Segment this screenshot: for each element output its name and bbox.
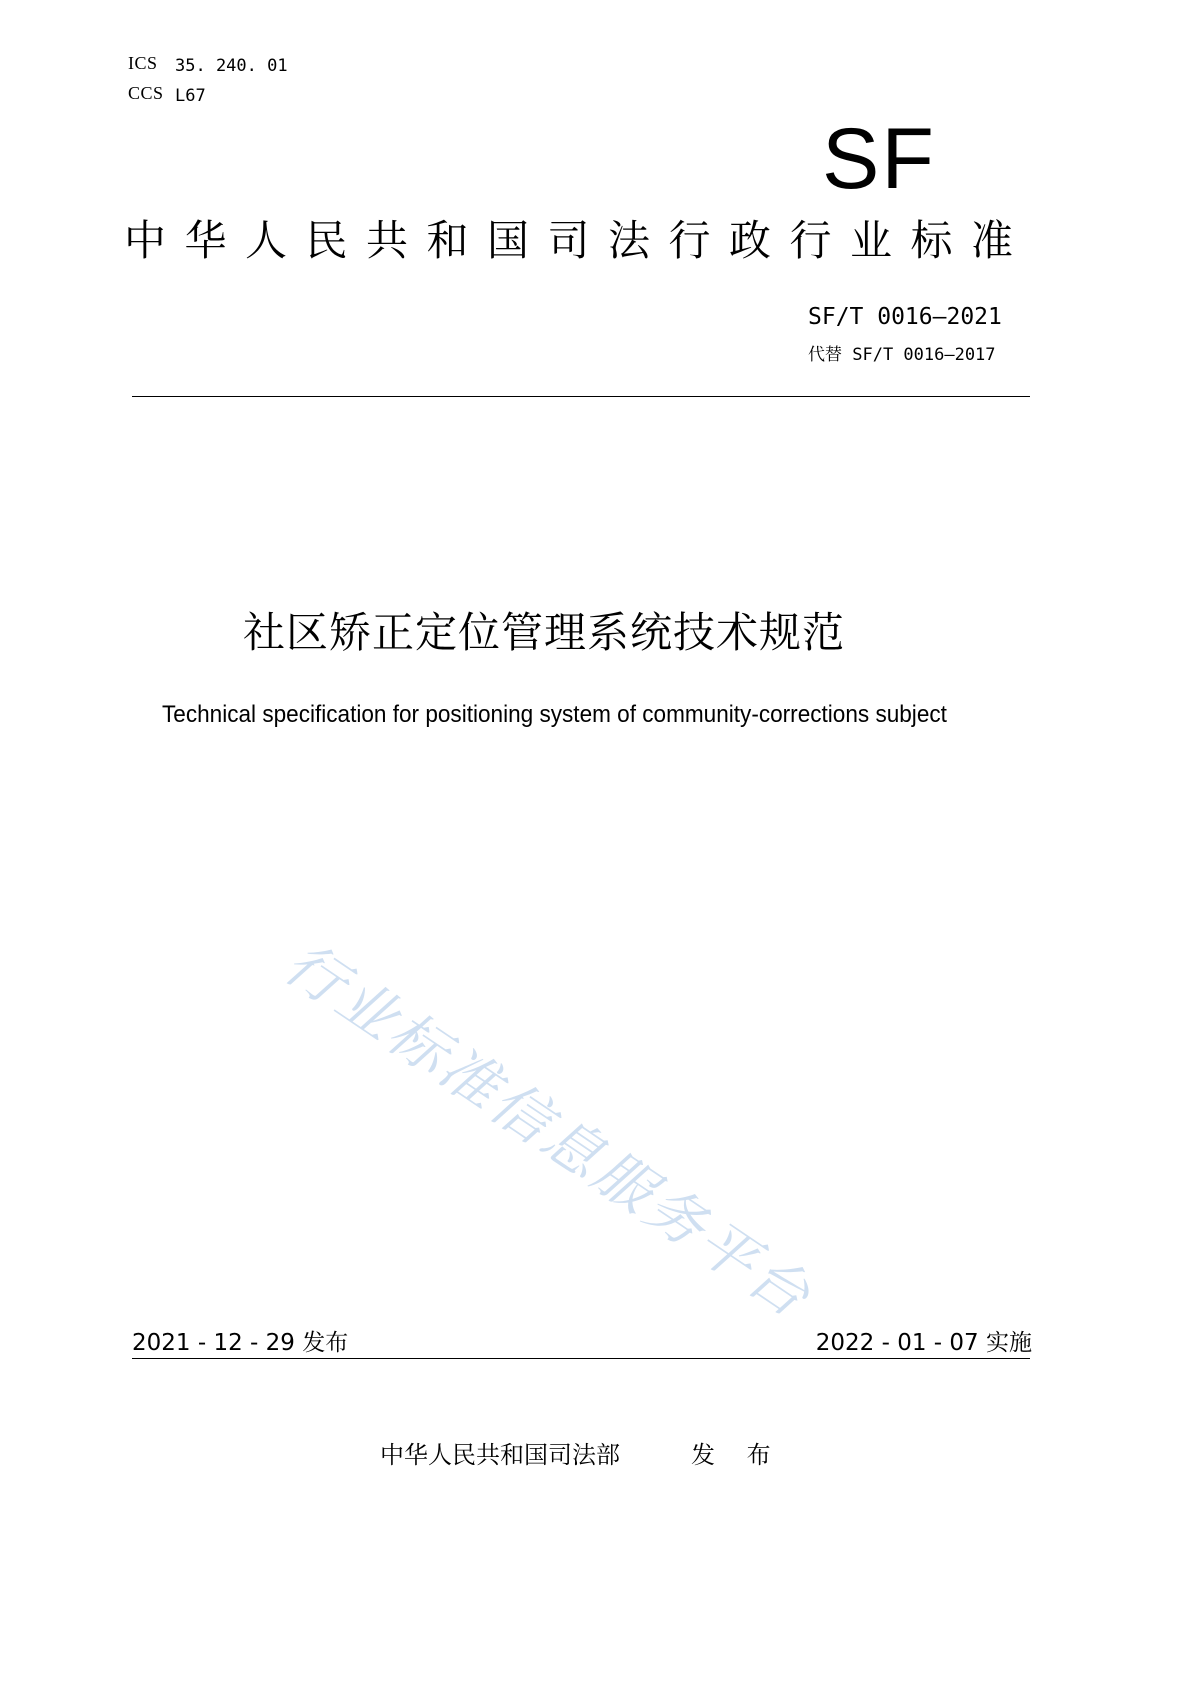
english-title: Technical specification for positioning system of community-corrections subject xyxy=(162,701,947,728)
footer-divider xyxy=(132,1358,1030,1359)
sf-mark: SF xyxy=(822,111,936,207)
ccs-value: L67 xyxy=(175,86,206,106)
publish-action: 发 布 xyxy=(691,1441,783,1469)
ics-value: 35. 240. 01 xyxy=(175,56,288,76)
replaces-standard: 代替 SF/T 0016—2017 xyxy=(808,345,996,365)
ccs-label: CCS xyxy=(128,83,164,103)
watermark-text: 行业标准信息服务平台 xyxy=(272,928,825,1332)
implementation-date: 2022 - 01 - 07 实施 xyxy=(815,1330,1032,1356)
chinese-title: 社区矫正定位管理系统技术规范 xyxy=(243,608,846,657)
issuer-title: 中华人民共和国司法行政行业标准 xyxy=(124,216,1032,265)
issue-date: 2021 - 12 - 29 发布 xyxy=(132,1330,349,1356)
standard-number: SF/T 0016—2021 xyxy=(808,304,1002,330)
header-divider xyxy=(132,396,1030,397)
publisher-name: 中华人民共和国司法部 xyxy=(380,1441,620,1469)
ics-label: ICS xyxy=(128,53,158,73)
